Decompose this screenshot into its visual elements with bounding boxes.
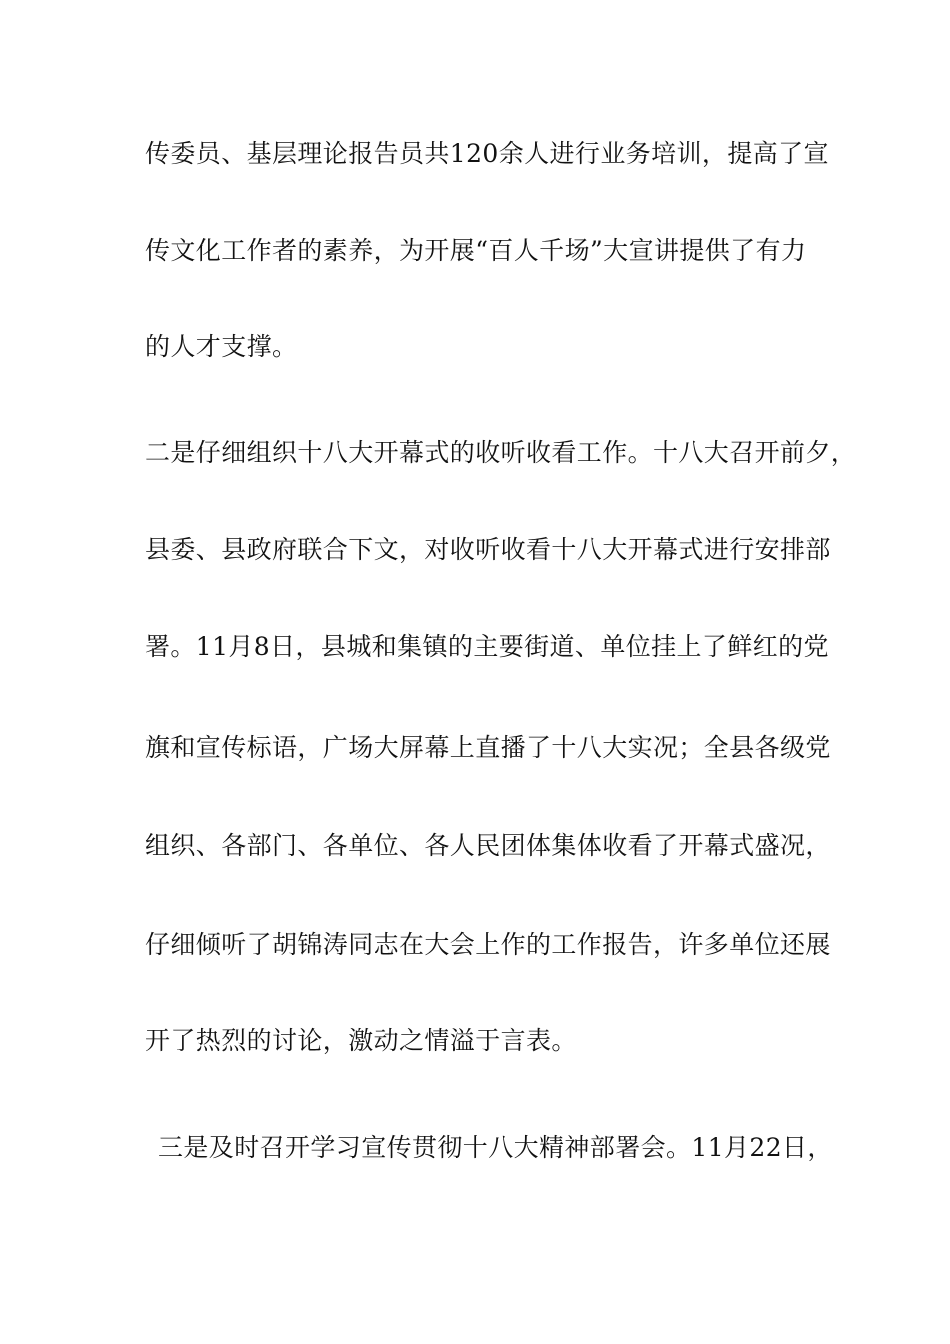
paragraph-start-line: 三是及时召开学习宣传贯彻十八大精神部署会。11月22日， (158, 1133, 833, 1162)
paragraph-start-line: 二是仔细组织十八大开幕式的收听收看工作。十八大召开前夕， (145, 438, 857, 467)
body-text-line: 仔细倾听了胡锦涛同志在大会上作的工作报告，许多单位还展 (145, 930, 831, 959)
body-text-line: 传文化工作者的素养，为开展“百人千场”大宣讲提供了有力 (145, 236, 807, 265)
body-text-line: 署。11月8日，县城和集镇的主要街道、单位挂上了鲜红的党 (145, 632, 829, 661)
body-text-line: 旗和宣传标语，广场大屏幕上直播了十八大实况；全县各级党 (145, 733, 831, 762)
body-text-line: 传委员、基层理论报告员共120余人进行业务培训，提高了宣 (145, 139, 829, 168)
body-text-line: 县委、县政府联合下文，对收听收看十八大开幕式进行安排部 (145, 535, 831, 564)
body-text-line: 组织、各部门、各单位、各人民团体集体收看了开幕式盛况， (145, 831, 831, 860)
body-text-line: 的人才支撑。 (145, 332, 298, 361)
body-text-line: 开了热烈的讨论，激动之情溢于言表。 (145, 1026, 577, 1055)
